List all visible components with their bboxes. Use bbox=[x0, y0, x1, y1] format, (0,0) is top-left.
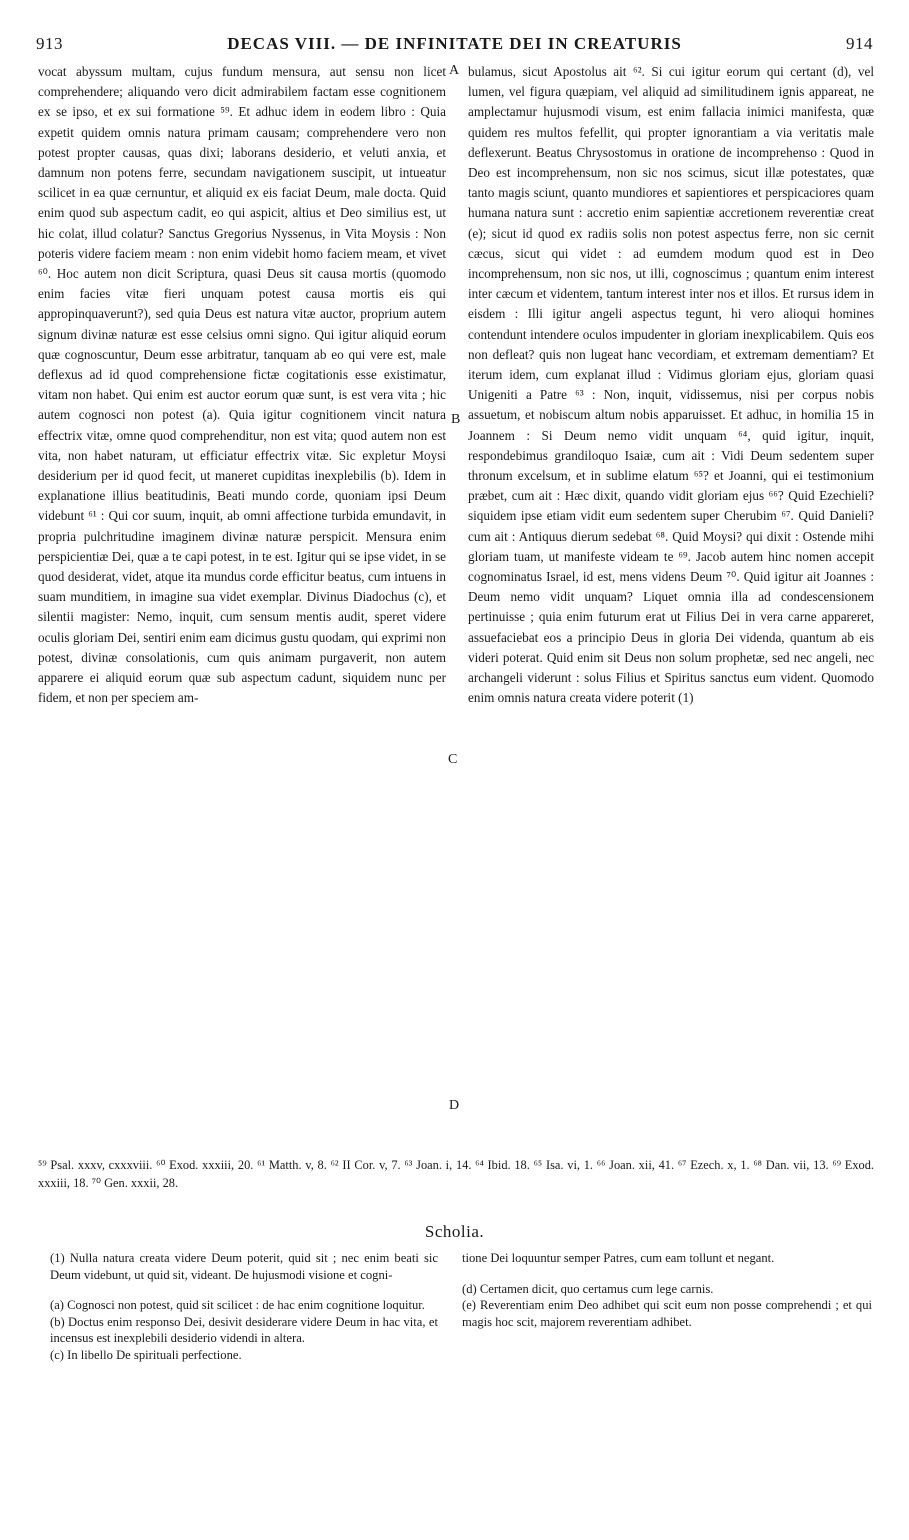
section-marker-b: B bbox=[451, 412, 461, 427]
left-column-text: vocat abyssum multam, cujus fundum mensura, aut sensu non licet comprehendere; aliquando vero dicit admirabilem factam esse cognitionem ex se ipso, et ex sui formatione ⁵⁹. Et adhuc idem in eodem libro : Quia expetit quidem omnis natura primam causam; comprehendere vero non potest propter causas, quas dixi; laborans desiderio, et veluti anxia, et damnum non potens ferre, secundam navigationem suscipit, ut intueatur scilicet in ea quæ cernuntur, et aliquid ex eis faciat Deum, male docta. Quid enim quod sub aspectum cadit, eo qui aspicit, altius et Deo similius est, ut hic colat, illud colatur? Sanctus Gregorius Nyssenus, in Vita Moysis : Non poteris videre faciem meam : non enim videbit homo faciem meam, et vivet ⁶⁰. Hoc autem non dicit Scriptura, quasi Deus sit causa mortis (quomodo enim facies vitæ fieri unquam potest causa mortis eis qui appropinquaverunt?), sed quia Deus est natura vitæ auctor, proprium autem signum divinæ naturæ est esse celsius omni signo. Qui igitur aliquid eorum quæ cognoscuntur, Deum esse arbitratur, tanquam ab eo qui vere est, male deflexus ad id quod comprehensione fictæ cogitationis esse existimatur, vitam non habet. Qui enim est auctor eorum quæ sunt, is est vera vita ; hic autem cognosci non potest (a). Quia igitur cognitionem vincit natura effectrix vitæ, omne quod comprehenditur, non est vita; quod autem non est vita, non habet naturam, ut efficiatur effectrix vitæ. Sic expletur Moysi desiderium per id quod fecit, ut maneret cupiditas inexplebilis (b). Idem in explanatione illius beatitudinis, Beati mundo corde, quoniam ipsi Deum videbunt ⁶¹ : Qui cor suum, inquit, ab omni affectione turbida emundavit, in propria pulchritudine imaginem divinæ naturæ perspicit. Mensura enim perspicientiæ Dei, quæ a te capi potest, in te est. Igitur qui se ipse videt, in se quod desiderat, videt, atque ita mundus corde efficitur beatus, cum intuens in suam munditiem, in imagine sua videt exemplar. Divinus Diadochus (c), et silentii magister: Nemo, inquit, cum sensum mentis audit, speret videre oculis gloriam Dei, sentiri enim eam dicimus gustu quodam, qui exprimi non potest, divinæ consolationis, cum quis animam purgaverit, non autem apparere ei aliquid eorum quæ sub aspectum cadunt, siquidem nunc per fidem, et non per speciem am- bbox=[38, 64, 446, 706]
scholia-heading: Scholia. bbox=[424, 1222, 485, 1241]
scholion-d: (d) Certamen dicit, quo certamus cum lege carnis. bbox=[462, 1281, 714, 1296]
right-column bbox=[468, 62, 874, 709]
scholion-b: (b) Doctus enim responso Dei, desivit desiderare videre Deum in hac vita, et incensus est inexplebili desiderio videndi in altera. bbox=[50, 1314, 438, 1345]
running-title: DECAS VIII. — DE INFINITATE DEI IN CREATURIS bbox=[227, 34, 682, 53]
section-marker-d: D bbox=[449, 1098, 460, 1113]
footnotes: ⁵⁹ Psal. xxxv, cxxxviii. ⁶⁰ Exod. xxxiii, 20. ⁶¹ Matth. v, 8. ⁶² II Cor. v, 7. ⁶³ Joan. i, 14. ⁶⁴ Ibid. 18. ⁶⁵ Isa. vi, 1. ⁶⁶ Joan. xii, 41. ⁶⁷ Ezech. x, 1. ⁶⁸ Dan. vii, 13. ⁶⁹ Exod. xxxiii, 18. ⁷⁰ Gen. xxxii, 28. bbox=[38, 1158, 874, 1190]
scholion-e: (e) Reverentiam enim Deo adhibet qui scit eum non posse comprehendi ; et qui magis hoc scit, majorem reverentiam adhibet. bbox=[462, 1298, 872, 1329]
scholia-left-column bbox=[50, 1250, 438, 1377]
left-column bbox=[38, 62, 446, 709]
scholia-right-column bbox=[462, 1250, 872, 1344]
scholion-1: (1) Nulla natura creata videre Deum poterit, quid sit ; nec enim beati sic Deum videbunt, ut quid sit, videant. De hujusmodi visione et cogni- bbox=[50, 1251, 438, 1282]
scholion-c: (c) In libello De spirituali perfectione. bbox=[50, 1347, 242, 1362]
section-marker-a: A bbox=[449, 63, 460, 78]
scholion-a: (a) Cognosci non potest, quid sit scilicet : de hac enim cognitione loquitur. bbox=[50, 1298, 425, 1312]
running-header bbox=[36, 34, 873, 60]
page-number-left: 913 bbox=[36, 34, 63, 53]
scholion-1-continued: tione Dei loquuntur semper Patres, cum eam tollunt et negant. bbox=[462, 1251, 775, 1265]
page-number-right: 914 bbox=[846, 34, 873, 53]
section-marker-c: C bbox=[448, 752, 458, 767]
right-column-text: bulamus, sicut Apostolus ait ⁶². Si cui igitur eorum qui certant (d), vel lumen, vel figura quæpiam, vel aliquid ad similitudinem ignis appareat, ne amplectamur hujusmodi visum, est enim fallacia inimici manifesta, quæ quidem res multos fefellit, qui propter ignorantiam a via veritatis male deflexerunt. Beatus Chrysostomus in oratione de incomprehenso : Quod in Deo est incomprehensum, non sic nos scimus, sicut illæ potestates, quæ tanto magis sciunt, quanto mundiores et sapientiores et perspicaciores quam humana natura sunt : accretio enim sapientiæ accretionem reverentiæ creat (e); sicut id quod ex radiis solis non potest aspectus ferre, non sic cernit cæcus, sicut qui videt : ad eumdem modum quod est in Deo incomprehensum, non sic nos, ut illi, cognoscimus ; quantum enim interest inter cæcum et videntem, tantum interest inter nos et illos. Et rursus idem in eisdem : Illi igitur angeli aspectus tegunt, hi vero alioqui homines contendunt intendere oculos impudenter in gloriam inexplicabilem. Quis eos non defleat? quis non lugeat hanc vecordiam, et extremam dementiam? Et iterum idem, cum explanat illud : Vidimus gloriam ejus, gloriam quasi Unigeniti a Patre ⁶³ : Non, inquit, vidissemus, nisi per corpus nobis assuetum, et nobiscum altum nobis apparuisset. Et adhuc, in homilia 15 in Joannem : Si Deum nemo vidit unquam ⁶⁴, quid igitur, inquit, respondebimus grandiloquo Isaiæ, cum ait : Vidi Deum sedentem super thronum excelsum, et in sublime elatum ⁶⁵? et Joanni, qui ei testimonium præbet, cum ait : Hæc dixit, quando vidit gloriam ejus ⁶⁶? Quid Ezechieli? siquidem ipse etiam vidit eum sedentem super Cherubim ⁶⁷. Quid Danieli? cum ait : Antiquus dierum sedebat ⁶⁸. Quid Moysi? qui dixit : Ostende mihi gloriam tuam, ut manifeste videam te ⁶⁹. Jacob autem hinc nomen accepit cognominatus Israel, id est, mens videns Deum ⁷⁰. Quid igitur ait Joannes : Deum nemo vidit unquam? Liquet omnia illa ad condescensionem pertinuisse ; quia enim futurum erat ut Filius Dei in vera carne appareret, assuefaciebat eos a principio Deus in gloria Dei videnda, quantum ab eis videri poterat. Quid enim sit Deus non solum prophetæ, sed nec angeli, nec archangeli viderunt : solus Filius et Spiritus sanctus eum vident. Quomodo enim omnis natura creata videre poterit (1) bbox=[468, 64, 874, 706]
